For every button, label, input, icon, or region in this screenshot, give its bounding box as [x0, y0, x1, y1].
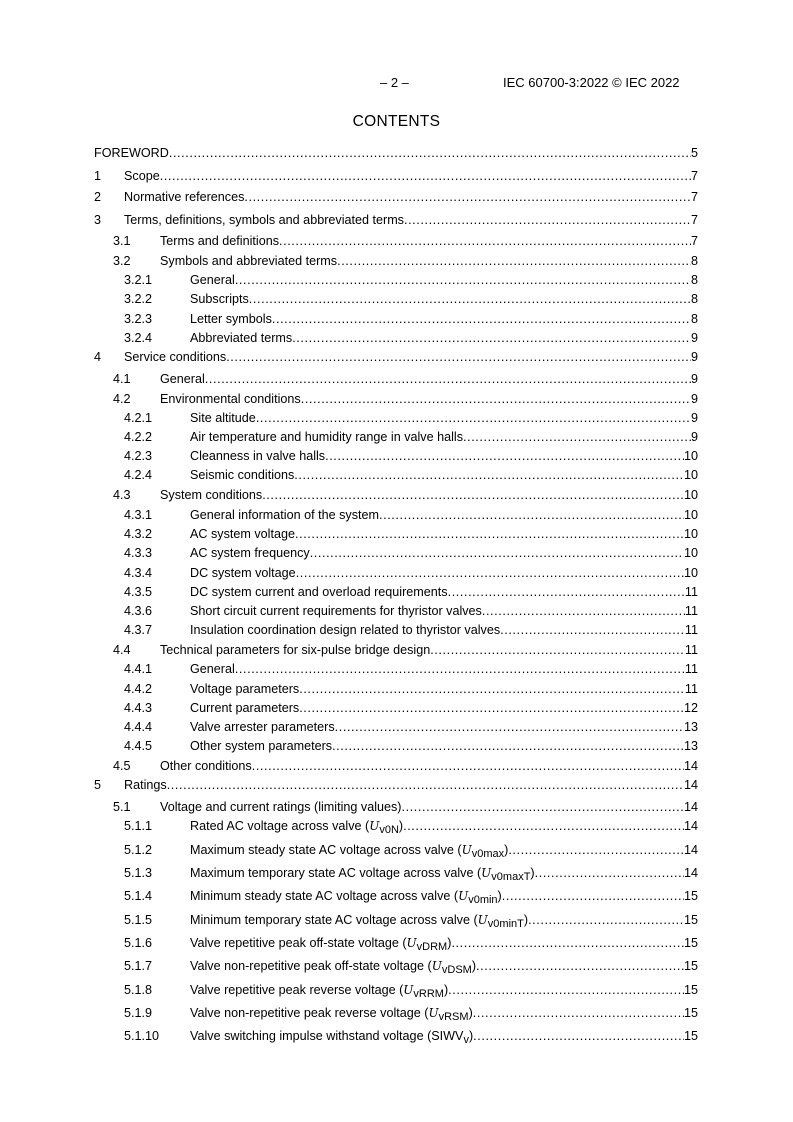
symbol: U — [461, 843, 472, 857]
toc-entry-number: 4.3.5 — [124, 585, 153, 599]
toc-entry-number: 5.1.1 — [124, 819, 153, 833]
toc-entry[interactable] — [0, 865, 698, 881]
toc-entry-text: Insulation coordination design related to thyristor valves — [190, 623, 501, 637]
dot-leader — [448, 982, 684, 998]
toc-entry-page: 10 — [683, 566, 698, 580]
toc-entry-text: Terms and definitions — [160, 234, 280, 248]
dot-leader — [528, 912, 684, 928]
toc-entry-page: 14 — [683, 843, 698, 857]
toc-entry[interactable] — [0, 253, 698, 269]
symbol: U — [431, 959, 442, 973]
toc-entry-title — [190, 958, 476, 978]
dot-leader — [337, 253, 691, 269]
toc-entry-page: 13 — [683, 720, 698, 734]
toc-entry-page: 14 — [683, 866, 698, 880]
toc-entry-text: Subscripts — [190, 292, 249, 306]
toc-entry-text: Valve non-repetitive peak reverse voltage ( — [190, 1006, 429, 1020]
symbol-close: ) — [443, 983, 449, 997]
toc-entry-title — [190, 700, 299, 716]
toc-entry-number: 3.2.2 — [124, 292, 153, 306]
toc-entry-number: 1 — [94, 169, 102, 183]
toc-entry-title — [160, 253, 337, 269]
toc-entry-page: 14 — [683, 759, 698, 773]
toc-entry-page: 12 — [683, 701, 698, 715]
dot-leader — [482, 603, 685, 619]
toc-entry-number: 4.3.6 — [124, 604, 153, 618]
toc-entry-text: Technical parameters for six-pulse bridge design — [160, 643, 431, 657]
toc-entry-number: 5 — [94, 778, 102, 792]
toc-entry-page: 11 — [684, 643, 698, 657]
toc-entry-page: 15 — [683, 936, 698, 950]
toc-entry[interactable] — [0, 448, 698, 464]
toc-entry-number: 5.1.7 — [124, 959, 153, 973]
page-number: – 2 – — [380, 75, 409, 90]
dot-leader — [256, 410, 691, 426]
dot-leader — [451, 935, 684, 951]
toc-entry-number: 5.1.4 — [124, 889, 153, 903]
toc-entry[interactable] — [0, 212, 698, 228]
dot-leader — [299, 681, 685, 697]
toc-entry-page: 10 — [683, 508, 698, 522]
toc-entry-page: 14 — [683, 778, 698, 792]
toc-entry[interactable] — [0, 233, 698, 249]
toc-entry-text: Short circuit current requirements for thyristor valves — [190, 604, 482, 618]
toc-entry[interactable] — [0, 719, 698, 735]
toc-entry-number: 3.2 — [113, 254, 131, 268]
symbol: U — [428, 1006, 439, 1020]
toc-entry[interactable] — [0, 1028, 698, 1044]
toc-entry[interactable] — [0, 700, 698, 716]
toc-entry-number: 4.3 — [113, 488, 131, 502]
dot-leader — [169, 145, 691, 161]
toc-entry[interactable] — [0, 272, 698, 288]
toc-entry-page: 13 — [683, 739, 698, 753]
dot-leader — [252, 758, 684, 774]
toc-entry-text: Minimum steady state AC voltage across valve ( — [190, 889, 459, 903]
toc-entry-page: 11 — [684, 585, 698, 599]
dot-leader — [379, 507, 684, 523]
toc-entry[interactable] — [0, 391, 698, 407]
toc-entry[interactable] — [0, 888, 698, 904]
toc-entry-text: Symbols and abbreviated terms — [160, 254, 338, 268]
toc-entry-number: 4.3.3 — [124, 546, 153, 560]
toc-entry-number: 4.2.4 — [124, 468, 153, 482]
toc-entry-title — [190, 982, 448, 1002]
dot-leader — [310, 545, 684, 561]
toc-entry-page: 8 — [690, 312, 698, 326]
toc-entry-page: 10 — [683, 468, 698, 482]
dot-leader — [403, 818, 684, 834]
toc-entry[interactable] — [0, 622, 698, 638]
toc-entry-title — [190, 272, 235, 288]
symbol-subscript: vDRM — [416, 941, 448, 953]
toc-entry-title — [190, 545, 310, 561]
toc-entry-title — [190, 291, 249, 307]
dot-leader — [473, 1028, 684, 1044]
toc-entry-title — [190, 865, 535, 885]
toc-entry-title — [190, 738, 332, 754]
symbol-subscript: v0maxT — [491, 871, 531, 883]
symbol-close: ) — [398, 819, 404, 833]
dot-leader — [295, 526, 684, 542]
toc-entry-text: Normative references — [124, 190, 245, 204]
toc-entry-number: 4.4.5 — [124, 739, 153, 753]
toc-entry-title — [160, 371, 205, 387]
dot-leader — [535, 865, 684, 881]
dot-leader — [235, 272, 691, 288]
toc-entry-title — [190, 1005, 473, 1025]
toc-entry-page: 7 — [690, 234, 698, 248]
toc-entry-text: Letter symbols — [190, 312, 272, 326]
toc-entry-text: Current parameters — [190, 701, 300, 715]
toc-entry-text: Rated AC voltage across valve ( — [190, 819, 370, 833]
toc-entry[interactable] — [0, 1005, 698, 1021]
toc-entry-title — [190, 935, 451, 955]
toc-entry-text: Ratings — [124, 778, 167, 792]
symbol-subscript: vRRM — [413, 988, 444, 1000]
toc-entry-title — [124, 212, 404, 228]
toc-entry-text: Scope — [124, 169, 160, 183]
toc-entry-number: 5.1 — [113, 800, 131, 814]
standard-reference: IEC 60700-3:2022 © IEC 2022 — [503, 75, 680, 90]
toc-entry-number: 4.5 — [113, 759, 131, 773]
toc-entry-text: Minimum temporary state AC voltage across valve ( — [190, 913, 478, 927]
toc-entry-text: Seismic conditions — [190, 468, 295, 482]
symbol: U — [369, 819, 380, 833]
toc-entry-title — [190, 603, 482, 619]
toc-entry[interactable] — [0, 818, 698, 834]
toc-entry-text: Site altitude — [190, 411, 256, 425]
toc-entry-number: 4.4 — [113, 643, 131, 657]
symbol-close: ) — [504, 843, 509, 857]
toc-entry-page: 8 — [690, 292, 698, 306]
symbol: U — [406, 936, 417, 950]
toc-entry-text: General — [190, 273, 235, 287]
toc-entry-page: 9 — [690, 331, 698, 345]
toc-entry-text: Other system parameters — [190, 739, 333, 753]
dot-leader — [205, 371, 691, 387]
symbol: U — [458, 889, 469, 903]
symbol-subscript: vDSM — [441, 964, 472, 976]
dot-leader — [292, 330, 691, 346]
toc-entry-number: 3.2.4 — [124, 331, 153, 345]
toc-entry-text: FOREWORD — [94, 146, 169, 160]
symbol-close: ) — [523, 913, 529, 927]
toc-entry[interactable] — [0, 982, 698, 998]
toc-entry-page: 10 — [683, 488, 698, 502]
symbol: U — [481, 866, 492, 880]
toc-entry-text: Maximum steady state AC voltage across valve ( — [190, 843, 462, 857]
toc-entry-page: 9 — [690, 392, 698, 406]
toc-entry[interactable] — [0, 145, 698, 161]
toc-entry-title — [160, 391, 301, 407]
toc-entry-title — [160, 758, 252, 774]
dot-leader — [249, 291, 691, 307]
toc-entry[interactable] — [0, 738, 698, 754]
toc-entry-text: System conditions — [160, 488, 263, 502]
toc-entry-text: Valve arrester parameters — [190, 720, 335, 734]
toc-entry-page: 11 — [684, 623, 698, 637]
toc-entry-title — [160, 487, 262, 503]
dot-leader — [463, 429, 691, 445]
toc-entry-page: 15 — [683, 889, 698, 903]
toc-entry[interactable] — [0, 799, 698, 815]
toc-entry-text: Voltage and current ratings (limiting values) — [160, 800, 402, 814]
toc-entry-number: 5.1.8 — [124, 983, 153, 997]
dot-leader — [335, 719, 684, 735]
toc-entry-page: 10 — [683, 449, 698, 463]
symbol-close: ) — [468, 1006, 473, 1020]
contents-title: CONTENTS — [352, 113, 441, 130]
toc-entry-text: Service conditions — [124, 350, 227, 364]
toc-entry-number: 5.1.3 — [124, 866, 153, 880]
symbol-close: ) — [468, 1029, 474, 1043]
dot-leader — [160, 168, 691, 184]
toc-entry-number: 5.1.10 — [124, 1029, 160, 1043]
toc-entry[interactable] — [0, 681, 698, 697]
dot-leader — [476, 958, 684, 974]
toc-entry[interactable] — [0, 189, 698, 205]
toc-entry-number: 5.1.9 — [124, 1006, 153, 1020]
dot-leader — [430, 642, 685, 658]
toc-entry-text: Valve repetitive peak reverse voltage ( — [190, 983, 404, 997]
toc-entry-page: 11 — [684, 604, 698, 618]
symbol-subscript: v0minT — [487, 918, 524, 930]
toc-entry-text: General information of the system — [190, 508, 379, 522]
symbol-subscript: v0min — [468, 894, 498, 906]
toc-entry-number: 4.4.1 — [124, 662, 153, 676]
toc-entry-text: DC system current and overload requirements — [190, 585, 448, 599]
toc-entry-title — [190, 526, 295, 542]
toc-entry[interactable] — [0, 349, 698, 365]
toc-entry-text: AC system voltage — [190, 527, 295, 541]
dot-leader — [244, 189, 691, 205]
toc-entry-page: 5 — [690, 146, 698, 160]
toc-entry-text: Abbreviated terms — [190, 331, 293, 345]
toc-entry[interactable] — [0, 584, 698, 600]
toc-entry-title — [94, 145, 169, 161]
dot-leader — [226, 349, 691, 365]
toc-entry-page: 10 — [683, 527, 698, 541]
toc-entry-number: 5.1.2 — [124, 843, 153, 857]
symbol-close: ) — [497, 889, 502, 903]
toc-entry-title — [190, 719, 335, 735]
toc-entry-page: 10 — [683, 546, 698, 560]
toc-entry-page: 8 — [690, 273, 698, 287]
toc-entry-number: 3.2.1 — [124, 273, 153, 287]
toc-entry[interactable] — [0, 935, 698, 951]
toc-entry-number: 4.2 — [113, 392, 131, 406]
toc-entry[interactable] — [0, 758, 698, 774]
toc-entry[interactable] — [0, 526, 698, 542]
symbol-subscript: v — [463, 1034, 469, 1046]
dot-leader — [279, 233, 691, 249]
toc-entry[interactable] — [0, 429, 698, 445]
toc-entry-title — [190, 410, 256, 426]
toc-entry-page: 7 — [690, 190, 698, 204]
toc-entry[interactable] — [0, 565, 698, 581]
toc-entry[interactable] — [0, 487, 698, 503]
toc-entry-page: 7 — [690, 169, 698, 183]
toc-entry[interactable] — [0, 291, 698, 307]
toc-entry-page: 7 — [690, 213, 698, 227]
toc-entry-page: 9 — [690, 372, 698, 386]
toc-entry-page: 15 — [683, 913, 698, 927]
dot-leader — [272, 311, 691, 327]
dot-leader — [262, 487, 684, 503]
symbol: U — [403, 983, 414, 997]
toc-entry[interactable] — [0, 912, 698, 928]
toc-entry-title — [190, 565, 296, 581]
dot-leader — [294, 467, 684, 483]
toc-entry-title — [190, 467, 294, 483]
toc-entry-title — [160, 642, 430, 658]
toc-entry-number: 3 — [94, 213, 102, 227]
toc-entry-title — [190, 429, 463, 445]
toc-entry-text: Air temperature and humidity range in valve halls — [190, 430, 464, 444]
toc-entry-title — [190, 818, 403, 838]
toc-entry-title — [124, 189, 244, 205]
toc-entry[interactable] — [0, 410, 698, 426]
toc-entry-page: 15 — [683, 959, 698, 973]
toc-entry-text: Cleanness in valve halls — [190, 449, 326, 463]
toc-entry-number: 4.3.4 — [124, 566, 153, 580]
toc-entry-text: Voltage parameters — [190, 682, 300, 696]
dot-leader — [473, 1005, 684, 1021]
toc-entry[interactable] — [0, 168, 698, 184]
toc-entry[interactable] — [0, 467, 698, 483]
symbol-close: ) — [530, 866, 535, 880]
toc-entry-number: 4.4.2 — [124, 682, 153, 696]
toc-entry-number: 4.2.2 — [124, 430, 153, 444]
dot-leader — [299, 700, 684, 716]
toc-entry-number: 3.1 — [113, 234, 131, 248]
dot-leader — [301, 391, 691, 407]
dot-leader — [296, 565, 684, 581]
toc-entry-text: General — [190, 662, 235, 676]
toc-entry[interactable] — [0, 642, 698, 658]
toc-entry[interactable] — [0, 330, 698, 346]
toc-entry[interactable] — [0, 545, 698, 561]
toc-entry-text: Terms, definitions, symbols and abbreviated terms — [124, 213, 404, 227]
symbol-subscript: v0N — [379, 824, 399, 836]
toc-entry-page: 11 — [684, 682, 698, 696]
toc-entry-title — [190, 507, 379, 523]
toc-entry-title — [124, 777, 167, 793]
toc-entry-title — [190, 330, 292, 346]
toc-entry-text: Valve switching impulse withstand voltage (SIWV — [190, 1029, 464, 1043]
toc-entry-title — [190, 622, 500, 638]
toc-entry-number: 2 — [94, 190, 102, 204]
dot-leader — [502, 888, 684, 904]
toc-entry-number: 4.3.2 — [124, 527, 153, 541]
toc-entry-number: 5.1.5 — [124, 913, 153, 927]
toc-entry-text: Valve repetitive peak off-state voltage ( — [190, 936, 407, 950]
dot-leader — [500, 622, 685, 638]
dot-leader — [325, 448, 684, 464]
symbol-close: ) — [471, 959, 477, 973]
toc-entry-page: 15 — [683, 983, 698, 997]
toc-entry-text: General — [160, 372, 205, 386]
dot-leader — [402, 799, 684, 815]
toc-entry-title — [190, 661, 235, 677]
toc-entry[interactable] — [0, 958, 698, 974]
dot-leader — [235, 661, 685, 677]
dot-leader — [404, 212, 691, 228]
toc-entry-text: Valve non-repetitive peak off-state voltage ( — [190, 959, 432, 973]
toc-entry-number: 4.4.4 — [124, 720, 153, 734]
toc-entry-number: 4.4.3 — [124, 701, 153, 715]
symbol: U — [477, 913, 488, 927]
toc-entry-text: DC system voltage — [190, 566, 296, 580]
toc-entry-text: AC system frequency — [190, 546, 310, 560]
toc-entry-page: 14 — [683, 819, 698, 833]
toc-entry-number: 4.2.3 — [124, 449, 153, 463]
toc-entry-title — [124, 168, 160, 184]
toc-entry-number: 4.3.1 — [124, 508, 153, 522]
toc-entry-title — [190, 448, 325, 464]
symbol-subscript: vRSM — [438, 1011, 469, 1023]
toc-entry[interactable] — [0, 311, 698, 327]
toc-entry-title — [190, 584, 448, 600]
dot-leader — [508, 842, 684, 858]
dot-leader — [448, 584, 685, 600]
toc-entry-page: 14 — [683, 800, 698, 814]
toc-entry-title — [190, 311, 272, 327]
toc-entry-text: Maximum temporary state AC voltage across valve ( — [190, 866, 482, 880]
toc-entry[interactable] — [0, 661, 698, 677]
toc-entry-number: 4 — [94, 350, 102, 364]
toc-entry-number: 4.1 — [113, 372, 131, 386]
toc-entry-title — [190, 912, 528, 932]
toc-entry-title — [160, 799, 402, 815]
toc-entry-page: 9 — [690, 430, 698, 444]
symbol-close: ) — [447, 936, 452, 950]
toc-entry-page: 15 — [683, 1006, 698, 1020]
toc-entry-title — [124, 349, 226, 365]
toc-entry[interactable] — [0, 842, 698, 858]
toc-entry[interactable] — [0, 603, 698, 619]
toc-entry-title — [190, 1028, 473, 1048]
toc-entry-page: 8 — [690, 254, 698, 268]
toc-entry[interactable] — [0, 777, 698, 793]
dot-leader — [332, 738, 684, 754]
toc-entry-page: 11 — [684, 662, 698, 676]
toc-entry[interactable] — [0, 507, 698, 523]
toc-entry-title — [190, 842, 508, 862]
toc-entry-page: 15 — [683, 1029, 698, 1043]
toc-entry-page: 9 — [690, 350, 698, 364]
toc-entry-number: 4.3.7 — [124, 623, 153, 637]
toc-entry-number: 5.1.6 — [124, 936, 153, 950]
toc-entry-title — [190, 888, 502, 908]
toc-entry-title — [160, 233, 279, 249]
toc-entry-number: 4.2.1 — [124, 411, 153, 425]
dot-leader — [167, 777, 684, 793]
toc-entry-text: Environmental conditions — [160, 392, 301, 406]
toc-entry-page: 9 — [690, 411, 698, 425]
toc-entry-title — [190, 681, 299, 697]
toc-entry-text: Other conditions — [160, 759, 252, 773]
toc-entry[interactable] — [0, 371, 698, 387]
toc-entry-number: 3.2.3 — [124, 312, 153, 326]
symbol-subscript: v0max — [471, 848, 505, 860]
